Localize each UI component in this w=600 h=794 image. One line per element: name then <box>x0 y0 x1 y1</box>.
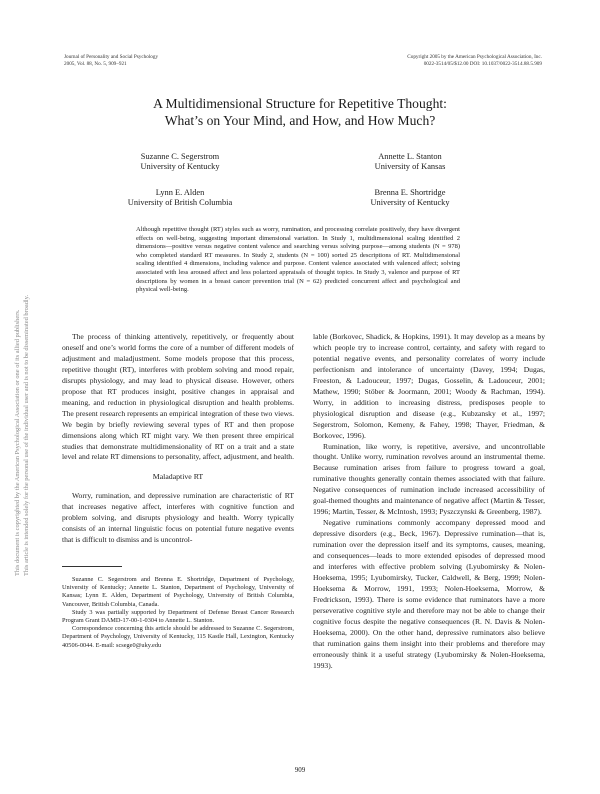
author-block <box>330 152 490 172</box>
title-line-2: What’s on Your Mind, and How, and How Much? <box>164 113 436 128</box>
author-note-affiliations: Suzanne C. Segerstrom and Brenna E. Shortridge, Department of Psychology, University of Kentucky; Annette L. Stanton, Department of Psychology, University of Kansas; Lynn E. Alden, Department of Psychology, University of British Columbia, Vancouver, British Columbia, Canada. <box>62 576 294 608</box>
article-title <box>0 95 600 129</box>
author-name: Lynn E. Alden <box>155 188 205 197</box>
journal-name: Journal of Personality and Social Psychology <box>64 54 159 60</box>
author-affiliation: University of Kentucky <box>370 198 450 207</box>
intro-paragraph: The process of thinking attentively, repetitively, or frequently about oneself and one’s world forms the core of a number of different models of adjustment and maladjustment. Some models propose that this process, repetitive thought (RT), interferes with problem solving and mood repair, disrupts physiology, and may lead to physical disease. However, others propose that RT produces insight, positive changes in appraisal and meaning, and reduction in physiological disruption and health problems. The present research represents an empirical integration of these two views. We begin by briefly reviewing several types of RT and then propose dimensions along which RT might vary. We then present three empirical studies that demonstrate multidimensionality of RT on a trait and a state level and relate RT dimensions to personality, affect, adjustment, and health. <box>62 332 295 462</box>
author-affiliation: University of British Columbia <box>127 198 233 207</box>
page-number: 909 <box>294 766 306 774</box>
author-note-funding: Study 3 was partially supported by Department of Defense Breast Cancer Research Program Grant DAMD-17-00-1-0304 to Annette L. Stanton. <box>62 608 294 625</box>
body-paragraph: Rumination, like worry, is repetitive, aversive, and uncontrollable thought. Unlike worry, rumination revolves around an instrumental theme. Because rumination arises from failure to progress toward a goal, ruminative thoughts generally contain themes associated with that failure. Negative consequences of rumination include increased accessibility of goal-themed thoughts and maintenance of negative affect (Martin & Tesser, 1996; Martin, Tesser, & McIntosh, 1993; Pyszczynski & Greenberg, 1987). <box>313 441 545 517</box>
watermark-line-1: This document is copyrighted by the American Psychological Association or one of its allied publishers. <box>14 309 21 576</box>
left-column <box>62 332 294 546</box>
journal-citation <box>64 54 304 67</box>
author-block <box>100 188 260 208</box>
author-name: Suzanne C. Segerstrom <box>140 152 220 161</box>
body-paragraph: Worry, rumination, and depressive rumination are characteristic of RT that increases negative affect, interferes with cognitive function and problem solving, and disrupts physiology and health. Worry typically consists of an internal linguistic focus on potential future negative events that is difficult to dismiss and is uncontrol- <box>62 491 294 545</box>
author-note <box>62 576 294 650</box>
body-paragraph: lable (Borkovec, Shadick, & Hopkins, 1991). It may develop as a means by which people try to increase control, certainty, and safety with regard to potential negative events, and personality correlates of worry include perfectionism and intolerance of uncertainty (Davey, 1994; Dugas, Freeston, & Ladouceur, 1997; Dugas, Gosselin, & Ladouceur, 2001; Mathew, 1990; Stöber & Joormann, 2001; Woody & Rachman, 1994). Worry, in addition to increasing distress, predisposes people to physiological disruption and disease (e.g., Kubzansky et al., 1997; Segerstrom, Solomon, Kemeny, & Fahey, 1998; Thayer, Friedman, & Borkovec, 1996). <box>313 332 545 440</box>
author-name: Annette L. Stanton <box>378 152 442 161</box>
journal-volume: 2005, Vol. 88, No. 5, 909–921 <box>64 60 127 67</box>
section-heading: Maladaptive RT <box>152 472 204 482</box>
copyright-notice <box>330 54 542 67</box>
abstract: Although repetitive thought (RT) styles such as worry, rumination, and processing correlate positively, they have divergent effects on well-being, suggesting important dimensional variation. In Study 1, multidimensional scaling identified 2 dimensions—positive versus negative content valence and searching versus solving purpose—among students (N = 978) who completed standard RT measures. In Study 2, students (N = 100) sorted 25 descriptions of RT. Multidimensional scaling identified 4 dimensions, including valence and purpose. Content valence associated with valenced affect; solving associated with less aroused affect and less polarized appraisals of thought topics. In Study 3, valence and purpose of RT descriptions by women in a breast cancer prevention trial (N = 62) predicted concurrent affect and psychological and physical well-being. <box>136 226 460 294</box>
copyright-line: Copyright 2005 by the American Psychological Association, Inc. <box>407 54 542 60</box>
title-line-1: A Multidimensional Structure for Repetitive Thought: <box>153 96 447 111</box>
author-note-correspondence: Correspondence concerning this article should be addressed to Suzanne C. Segerstrom, Department of Psychology, University of Kentucky, 115 Kastle Hall, Lexington, Kentucky 40506-0044. E-mail: scsege0@uky.edu <box>62 625 294 649</box>
doi-line: 0022-3514/05/$12.00 DOI: 10.1037/0022-3514.88.5.909 <box>423 60 542 67</box>
footnote-divider <box>62 566 122 567</box>
body-paragraph: Negative ruminations commonly accompany depressed mood and depressive disorders (e.g., Beck, 1967). Depressive rumination—that is, rumination over the depression itself and its symptoms, causes, meaning, and consequences—leads to more extended episodes of depressed mood and interferes with effective problem solving (Lyubomirsky & Nolen-Hoeksema, 1995; Lyubomirsky, Tucker, Caldwell, & Berg, 1999; Nolen-Hoeksema & Morrow, 1991, 1993; Nolen-Hoeksema, Morrow, & Fredrickson, 1993). There is some evidence that ruminators have a more perseverative cognitive style and therefore may not be able to change their cognitive focus despite the negative consequences (R. N. Davis & Nolen-Hoeksema, 2000). On the other hand, depressive ruminators also believe that rumination gains them insight into their problems and therefore may erroneously think it a useful strategy (Lyubomirsky & Nolen-Hoeksema, 1993). <box>313 518 545 670</box>
author-name: Brenna E. Shortridge <box>374 188 446 197</box>
author-block <box>330 188 490 208</box>
author-affiliation: University of Kentucky <box>140 162 220 171</box>
author-block <box>100 152 260 172</box>
right-column <box>313 332 545 672</box>
copyright-watermark <box>13 216 31 576</box>
watermark-line-2: This article is intended solely for the personal use of the individual user and is not to be disseminated broadly. <box>23 294 30 576</box>
author-affiliation: University of Kansas <box>374 162 446 171</box>
